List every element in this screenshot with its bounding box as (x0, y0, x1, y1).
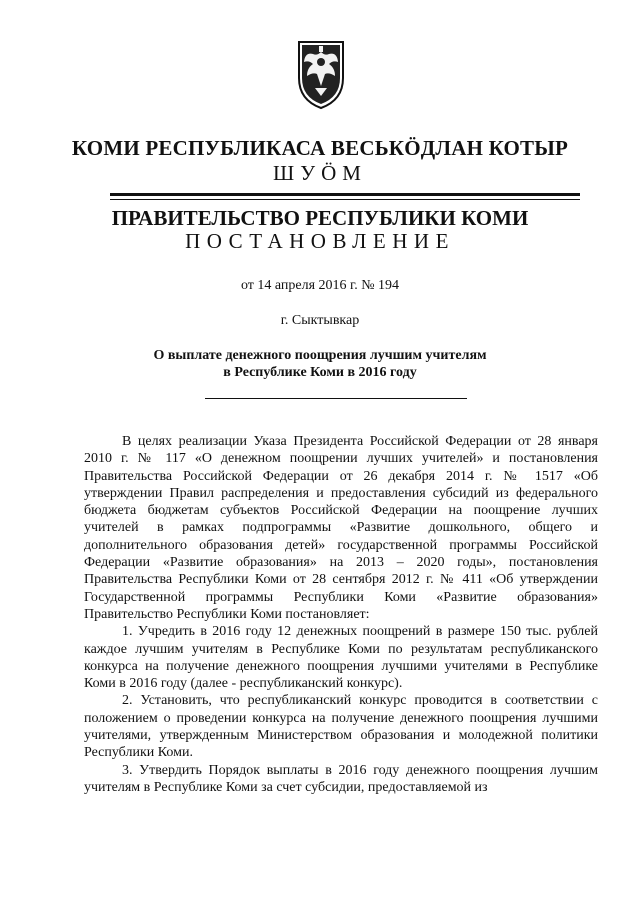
header-divider-thick (110, 193, 580, 196)
subject-underline (205, 398, 467, 399)
komi-org-title: КОМИ РЕСПУБЛИКАСА ВЕСЬКÖДЛАН КОТЫР (71, 136, 569, 160)
document-subject (0, 347, 640, 381)
subject-line-1: О выплате денежного поощрения лучшим учителям (153, 348, 487, 363)
header-divider-thin (110, 199, 580, 200)
government-title: ПРАВИТЕЛЬСТВО РЕСПУБЛИКИ КОМИ (111, 206, 529, 230)
document-type: ПОСТАНОВЛЕНИЕ (185, 229, 455, 253)
body-paragraph-preamble: В целях реализации Указа Президента Российской Федерации от 28 января 2010 г. № 117 «О денежном поощрении лучших учителей» и постановления Правительства Российской Федерации от 26 декабря 2014 г. № 1517 «Об утверждении Правил распределения и предоставления субсидий из федерального бюджета бюджетам субъектов Российской Федерации на поощрение лучших учителей в рамках подпрограммы «Развитие дошкольного, общего и дополнительного образования детей» государственной программы Российской Федерации «Развитие образования» на 2013 – 2020 годы», постановления Правительства Республики Коми от 28 сентября 2012 г. № 411 «Об утверждении Государственной программы Республики Коми «Развитие образования» Правительство Республики Коми постановляет: (84, 434, 598, 622)
komi-doc-type: ШУÖМ (273, 161, 367, 185)
subject-line-2: в Республике Коми в 2016 году (223, 365, 417, 380)
coat-of-arms-icon (295, 38, 347, 110)
body-paragraph-3: 3. Утвердить Порядок выплаты в 2016 году денежного поощрения лучшим учителям в Республике Коми за счет субсидии, предоставляемой из (84, 762, 598, 795)
body-paragraph-2: 2. Установить, что республиканский конкурс проводится в соответствии с положением о проведении конкурса на получение денежного поощрения лучшими учителями, утвержденным Министерством образования и молодежной политики Республики Коми. (84, 693, 598, 761)
body-paragraph-1: 1. Учредить в 2016 году 12 денежных поощрений в размере 150 тыс. рублей каждое лучшим учителям в Республике Коми по результатам республиканского конкурса на получение денежного поощрения лучшими учителями в Республике Коми в 2016 году (далее - республиканский конкурс). (84, 624, 598, 692)
document-body (84, 433, 598, 796)
document-city: г. Сыктывкар (280, 313, 360, 328)
document-date-number: от 14 апреля 2016 г. № 194 (240, 278, 400, 293)
